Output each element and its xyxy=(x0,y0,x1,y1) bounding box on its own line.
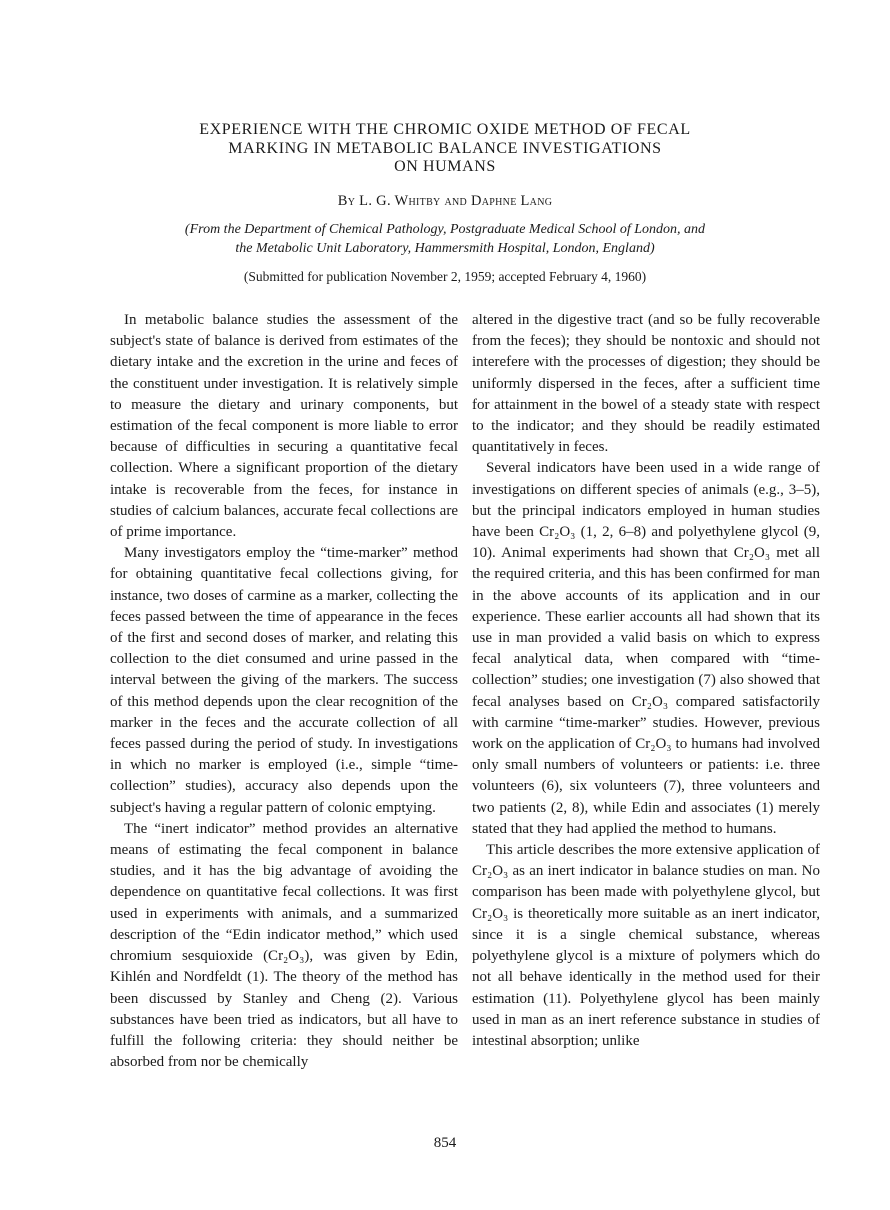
submission-note: (Submitted for publication November 2, 1959; accepted February 4, 1960) xyxy=(243,269,647,284)
title-line: EXPERIENCE WITH THE CHROMIC OXIDE METHOD OF FECAL xyxy=(199,121,691,138)
paragraph: This article describes the more extensive application of Cr₂O₃ as an inert indicator in balance studies on man. No comparison has been made with polyethylene glycol, but Cr₂O₃ is theoretically more suitable as an inert indicator, since it is a single chemical substance, whereas polyethylene glycol is a mixture of polymers which do not all behave identically in the method used for their estimation (11). Polyethylene glycol has been mainly used in man as an inert reference substance in studies of intestinal absorption; unlike xyxy=(472,842,820,1049)
page-number: 854 xyxy=(433,1135,457,1151)
author-names: L. G. Whitby and Daphne Lang xyxy=(359,193,553,209)
title-line: MARKING IN METABOLIC BALANCE INVESTIGATIONS xyxy=(228,139,662,157)
paragraph: altered in the digestive tract (and so be fully recoverable from the feces); they should be nontoxic and should not interefere with the processes of digestion; they should be uniformly dispersed in the feces, after a sufficient time for attainment in the bowel of a steady state with respect to the indicator; and they should be readily estimated quantitatively in feces. xyxy=(472,312,820,456)
left-column xyxy=(110,310,458,1073)
paragraph: Many investigators employ the “time-marker” method for obtaining quantitative fecal collections giving, for instance, two doses of carmine as a marker, collecting the feces passed between the time of appearance in the feces of the first and second doses of marker, and relating this collection to the diet consumed and urine passed in the interval between the giving of the markers. The success of this method depends upon the clear recognition of the marker in the feces and the accurate collection of all feces passed during the period of study. In investigations in which no marker is employed (i.e., simple “time-collection” studies), accuracy also depends upon the subject's having a regular pattern of colonic emptying. xyxy=(110,545,458,816)
right-column xyxy=(472,310,820,1052)
affiliation xyxy=(100,221,790,258)
paragraph: Several indicators have been used in a wide range of investigations on different species of animals (e.g., 3–5), but the principal indicators employed in human studies have been Cr₂O₃ (1, 2, 6–8) and polyethylene glycol (9, 10). Animal experiments had shown that Cr₂O₃ met all the required criteria, and this has been confirmed for man in the above accounts of its application and in our experience. These earlier accounts all had shown that its use in man provided a valid basis on which to express fecal analytical data, when compared with “time-collection” studies; one investigation (7) also showed that fecal analyses based on Cr₂O₃ compared satisfactorily with carmine “time-marker” studies. However, previous work on the application of Cr₂O₃ to humans had involved only small numbers of volunteers or patients: i.e. three volunteers (6), six volunteers (7), three volunteers and two patients (2, 8), while Edin and associates (1) merely stated that they had applied the method to humans. xyxy=(472,460,820,837)
title-line: ON HUMANS xyxy=(394,158,496,175)
author-line xyxy=(100,193,790,210)
paragraph: In metabolic balance studies the assessment of the subject's state of balance is derived from estimates of the dietary intake and the excretion in the urine and feces of the constituent under investigation. It is relatively simple to measure the dietary and urinary components, but estimation of the fecal component is more liable to error because of difficulties in securing a quantitative fecal collection. Where a significant proportion of the dietary intake is recoverable from the feces, for instance in studies of calcium balances, accurate fecal collections are of prime importance. xyxy=(110,312,458,541)
affiliation-line: the Metabolic Unit Laboratory, Hammersmith Hospital, London, England) xyxy=(235,240,655,256)
article-title xyxy=(100,121,790,177)
affiliation-line: (From the Department of Chemical Pathology, Postgraduate Medical School of London, and xyxy=(184,222,706,237)
author-by: By xyxy=(337,193,356,209)
paragraph: The “inert indicator” method provides an alternative means of estimating the fecal component in balance studies, and it has the big advantage of avoiding the dependence on quantitative fecal collections. It was first used in experiments with animals, and a summarized description of the “Edin indicator method,” which used chromium sesquioxide (Cr₂O₃), was given by Edin, Kihlén and Nordfeldt (1). The theory of the method has been discussed by Stanley and Cheng (2). Various substances have been tried as indicators, but all have to fulfill the following criteria: they should neither be absorbed from nor be chemically xyxy=(110,820,458,1071)
